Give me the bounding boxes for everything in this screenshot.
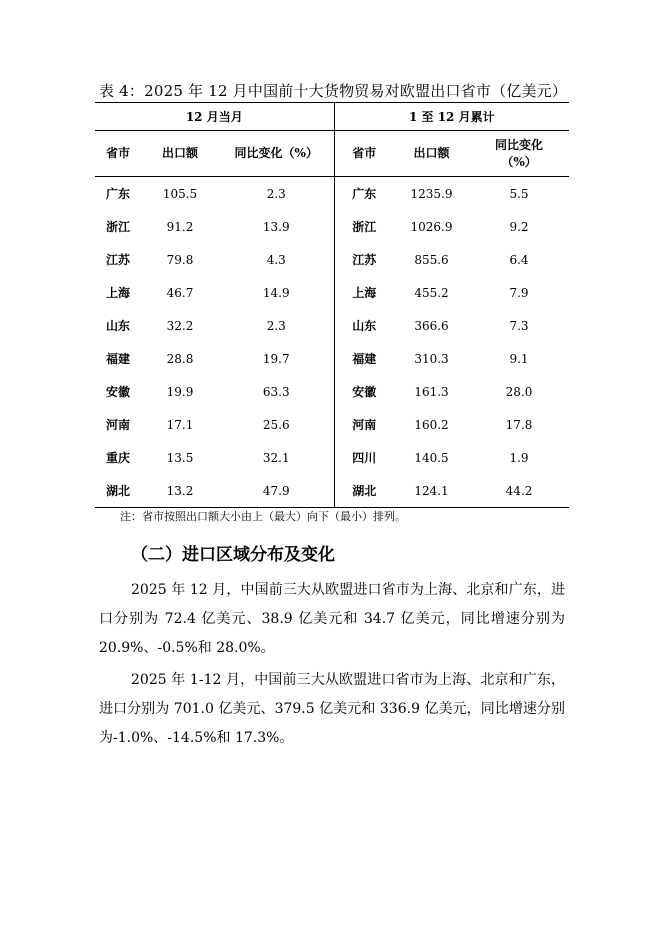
export-value-cell: 105.5: [162, 186, 198, 201]
table-row: [95, 408, 569, 441]
export-value-cell: 17.1: [166, 417, 194, 432]
table-row: [95, 441, 569, 474]
export-value-cell: 124.1: [394, 474, 469, 508]
yoy-change-cell: 28.0: [505, 384, 533, 399]
paragraph: 2025 年 1-12 月，中国前三大从欧盟进口省市为上海、北京和广东，进口分别为 701.0 亿美元、379.5 亿美元和 336.9 亿美元，同比增速分别为-1.0%、-14.5%和 17.3%。: [99, 672, 565, 746]
export-value-cell: 310.3: [414, 351, 449, 366]
export-value-cell: 366.6: [414, 318, 449, 333]
col-header-export: 出口额: [394, 131, 469, 177]
table-group-header-row: [95, 103, 569, 131]
province-cell: 江苏: [105, 253, 130, 267]
province-cell: 福建: [105, 352, 130, 366]
export-value-cell: 79.8: [166, 252, 194, 267]
province-cell: 湖北: [334, 474, 394, 508]
col-header-yoy: 同比变化（%）: [219, 131, 334, 177]
yoy-change-cell: 1.9: [509, 450, 529, 465]
group-header-cumulative: 1 至 12 月累计: [334, 103, 569, 131]
yoy-change-cell: 5.5: [509, 186, 529, 201]
province-cell: 上海: [105, 286, 130, 300]
table-row: [95, 342, 569, 375]
yoy-change-cell: 19.7: [219, 342, 334, 375]
yoy-change-cell: 7.3: [509, 318, 529, 333]
yoy-change-cell: 32.1: [219, 441, 334, 474]
export-value-cell: 455.2: [414, 285, 449, 300]
yoy-change-cell: 2.3: [219, 177, 334, 211]
yoy-change-cell: 2.3: [219, 309, 334, 342]
table-column-header-row: [95, 131, 569, 177]
province-cell: 河南: [105, 418, 130, 432]
paragraph: 2025 年 12 月，中国前三大从欧盟进口省市为上海、北京和广东，进口分别为 72.4 亿美元、38.9 亿美元和 34.7 亿美元，同比增速分别为 20.9%、-0.5%和 28.0%。: [99, 582, 565, 656]
export-value-cell: 46.7: [166, 285, 194, 300]
yoy-change-cell: 13.9: [219, 210, 334, 243]
yoy-change-cell: 63.3: [219, 375, 334, 408]
yoy-change-cell: 25.6: [219, 408, 334, 441]
export-value-cell: 19.9: [166, 384, 194, 399]
yoy-change-cell: 4.3: [219, 243, 334, 276]
yoy-change-cell: 6.4: [509, 252, 529, 267]
yoy-change-cell: 17.8: [505, 417, 533, 432]
yoy-change-cell: 7.9: [509, 285, 529, 300]
table-note: 注：省市按照出口额大小由上（最大）向下（最小）排列。: [120, 510, 406, 523]
col-header-export: 出口额: [141, 131, 219, 177]
table-row: [95, 210, 569, 243]
export-value-cell: 855.6: [414, 252, 449, 267]
yoy-change-cell: 47.9: [219, 474, 334, 508]
province-cell: 安徽: [105, 385, 130, 399]
table-row: [95, 474, 569, 508]
yoy-change-cell: 9.2: [509, 219, 529, 234]
yoy-change-cell: 44.2: [469, 474, 569, 508]
yoy-change-cell: 14.9: [219, 276, 334, 309]
province-cell: 湖北: [95, 474, 141, 508]
province-cell: 重庆: [105, 451, 130, 465]
yoy-change-cell: 9.1: [509, 351, 529, 366]
province-cell: 广东: [352, 187, 377, 201]
province-cell: 浙江: [105, 220, 130, 234]
table-caption: 表 4：2025 年 12 月中国前十大货物贸易对欧盟出口省市（亿美元）: [99, 82, 568, 100]
province-cell: 浙江: [352, 220, 377, 234]
export-value-cell: 13.5: [166, 450, 194, 465]
export-value-cell: 28.8: [166, 351, 194, 366]
export-value-cell: 32.2: [166, 318, 194, 333]
export-value-cell: 161.3: [414, 384, 449, 399]
province-cell: 福建: [352, 352, 377, 366]
table-body: [95, 177, 569, 508]
col-header-yoy: 同比变化 （%）: [469, 131, 569, 177]
col-header-province: 省市: [95, 131, 141, 177]
export-value-cell: 140.5: [414, 450, 449, 465]
section-title: （二）进口区域分布及变化: [131, 545, 335, 565]
province-cell: 河南: [352, 418, 377, 432]
province-cell: 安徽: [352, 385, 377, 399]
table-row: [95, 243, 569, 276]
table-row: [95, 309, 569, 342]
export-value-cell: 13.2: [141, 474, 219, 508]
col-header-province: 省市: [334, 131, 394, 177]
province-cell: 四川: [352, 451, 377, 465]
export-by-province-table: [95, 102, 569, 508]
province-cell: 山东: [105, 319, 130, 333]
export-value-cell: 1235.9: [410, 186, 453, 201]
group-header-monthly: 12 月当月: [95, 103, 334, 131]
table-row: [95, 177, 569, 211]
province-cell: 山东: [352, 319, 377, 333]
table-row: [95, 276, 569, 309]
export-value-cell: 1026.9: [410, 219, 453, 234]
province-cell: 上海: [352, 286, 377, 300]
export-value-cell: 91.2: [166, 219, 194, 234]
province-cell: 江苏: [352, 253, 377, 267]
export-value-cell: 160.2: [414, 417, 449, 432]
province-cell: 广东: [105, 187, 130, 201]
table-row: [95, 375, 569, 408]
